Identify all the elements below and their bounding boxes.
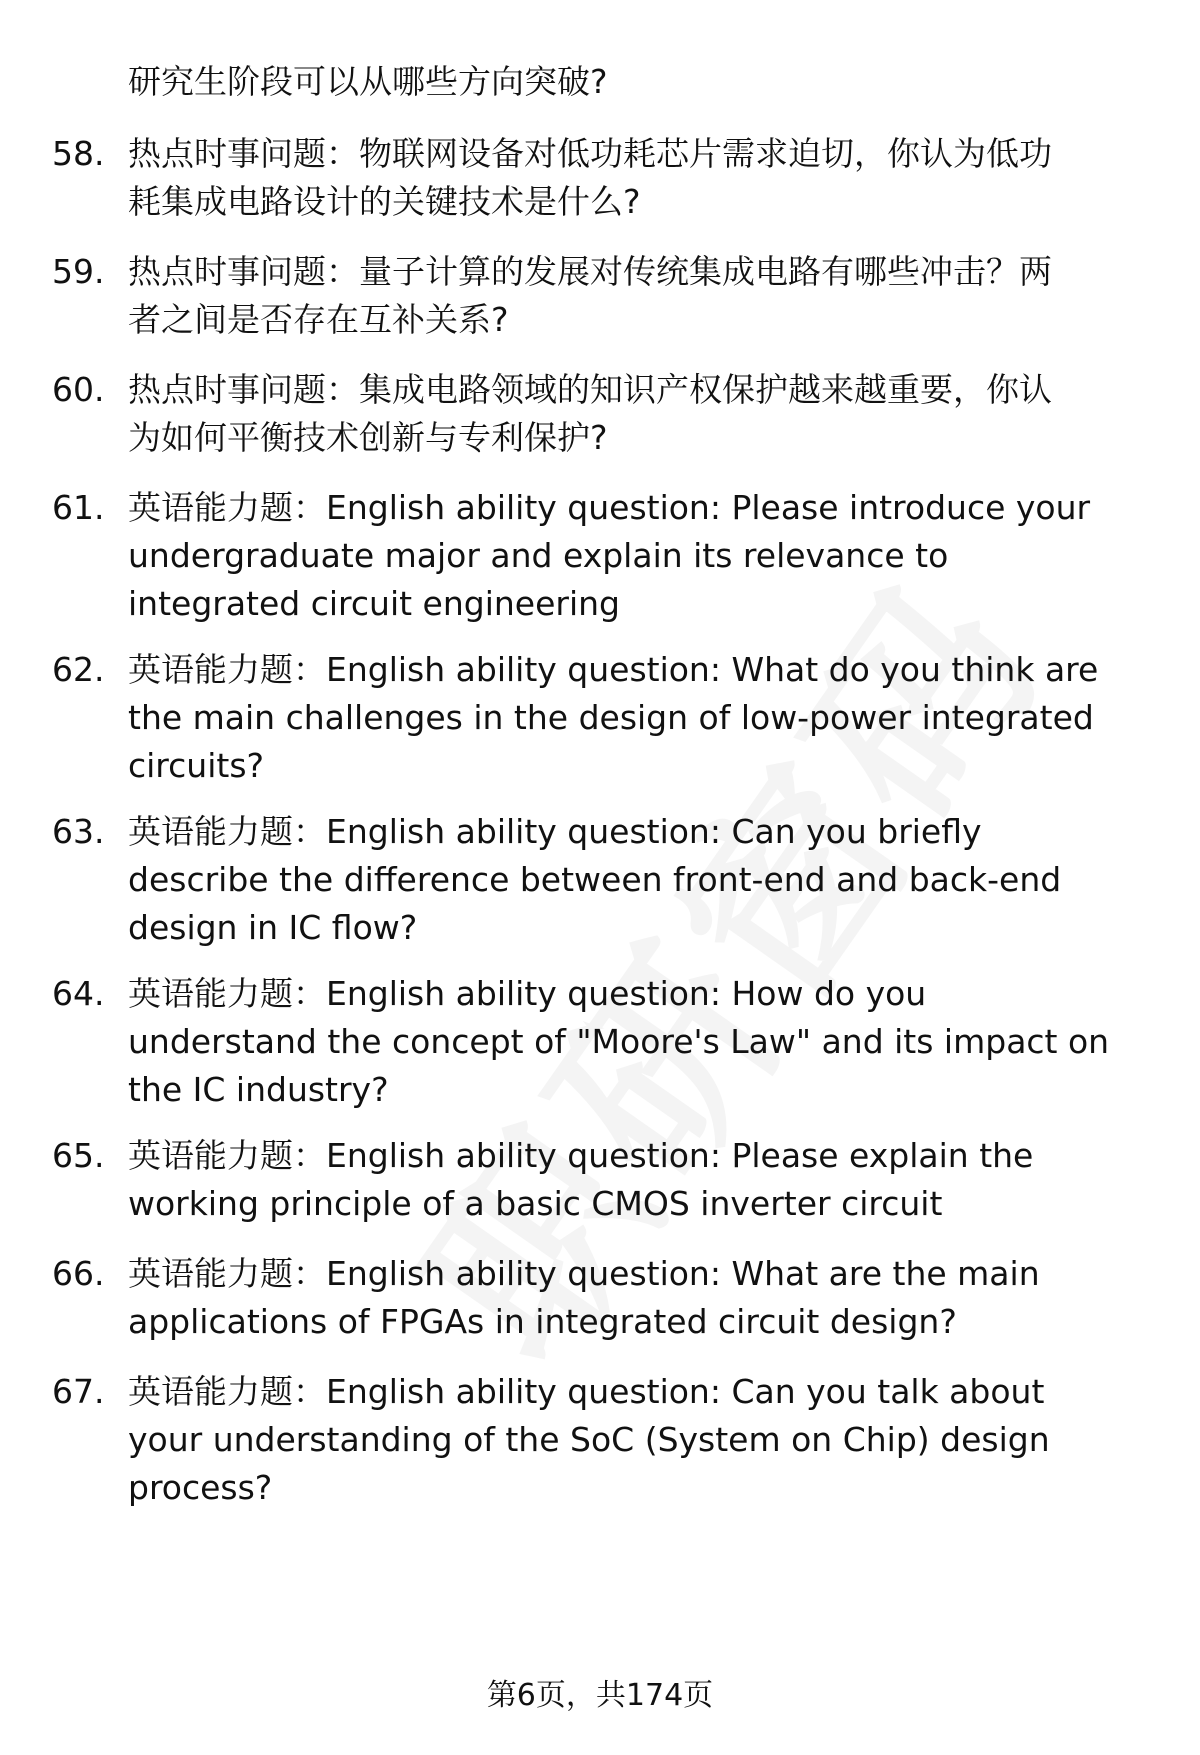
question-text [128,970,1168,1114]
question-line: understand the concept of "Moore's Law" and its impact on [128,1022,1110,1061]
question-line: 英语能力题：English ability question: What are the main [128,1254,1040,1293]
question-text [128,1368,1168,1512]
question-line: undergraduate major and explain its relevance to [128,536,949,575]
question-number: 65. [52,1136,105,1175]
question-line: 者之间是否存在互补关系? [128,300,509,339]
question-line: 英语能力题：English ability question: Please explain the [128,1136,1034,1175]
question-line: the IC industry? [128,1070,389,1109]
page-number-footer: 第6页，共174页 [486,1678,714,1713]
question-line: design in IC flow? [128,908,418,947]
question-number: 67. [52,1372,105,1411]
question-line: your understanding of the SoC (System on Chip) design [128,1420,1050,1459]
question-line: circuits? [128,746,265,785]
question-number: 66. [52,1254,105,1293]
question-line: 英语能力题：English ability question: What do you think are [128,650,1099,689]
question-line: 耗集成电路设计的关键技术是什么? [128,182,641,221]
question-number: 58. [52,134,105,173]
question-text [128,1250,1168,1346]
question-text [128,366,1168,462]
question-line: describe the difference between front-end and back-end [128,860,1062,899]
question-line: 英语能力题：English ability question: Can you talk about [128,1372,1045,1411]
question-line: 热点时事问题：集成电路领域的知识产权保护越来越重要，你认 [128,370,1052,409]
question-number: 63. [52,812,105,851]
question-text [128,248,1168,344]
question-line: 热点时事问题：物联网设备对低功耗芯片需求迫切，你认为低功 [128,134,1052,173]
question-line: 英语能力题：English ability question: How do you [128,974,927,1013]
question-text [128,1132,1168,1228]
question-text [128,646,1168,790]
question-number: 64. [52,974,105,1013]
continuation-text: 研究生阶段可以从哪些方向突破? [128,62,608,101]
question-line: process? [128,1468,273,1507]
question-number: 60. [52,370,105,409]
question-text [128,484,1168,628]
question-number: 59. [52,252,105,291]
question-line: the main challenges in the design of low-power integrated [128,698,1094,737]
question-line: 英语能力题：English ability question: Please introduce your [128,488,1091,527]
question-line: integrated circuit engineering [128,584,621,623]
question-line: 为如何平衡技术创新与专利保护? [128,418,608,457]
question-line: applications of FPGAs in integrated circuit design? [128,1302,957,1341]
question-text [128,130,1168,226]
question-line: 热点时事问题：量子计算的发展对传统集成电路有哪些冲击？两 [128,252,1052,291]
question-line: 英语能力题：English ability question: Can you briefly [128,812,982,851]
question-text [128,808,1168,952]
question-number: 62. [52,650,105,689]
question-line: working principle of a basic CMOS inverter circuit [128,1184,943,1223]
question-number: 61. [52,488,105,527]
